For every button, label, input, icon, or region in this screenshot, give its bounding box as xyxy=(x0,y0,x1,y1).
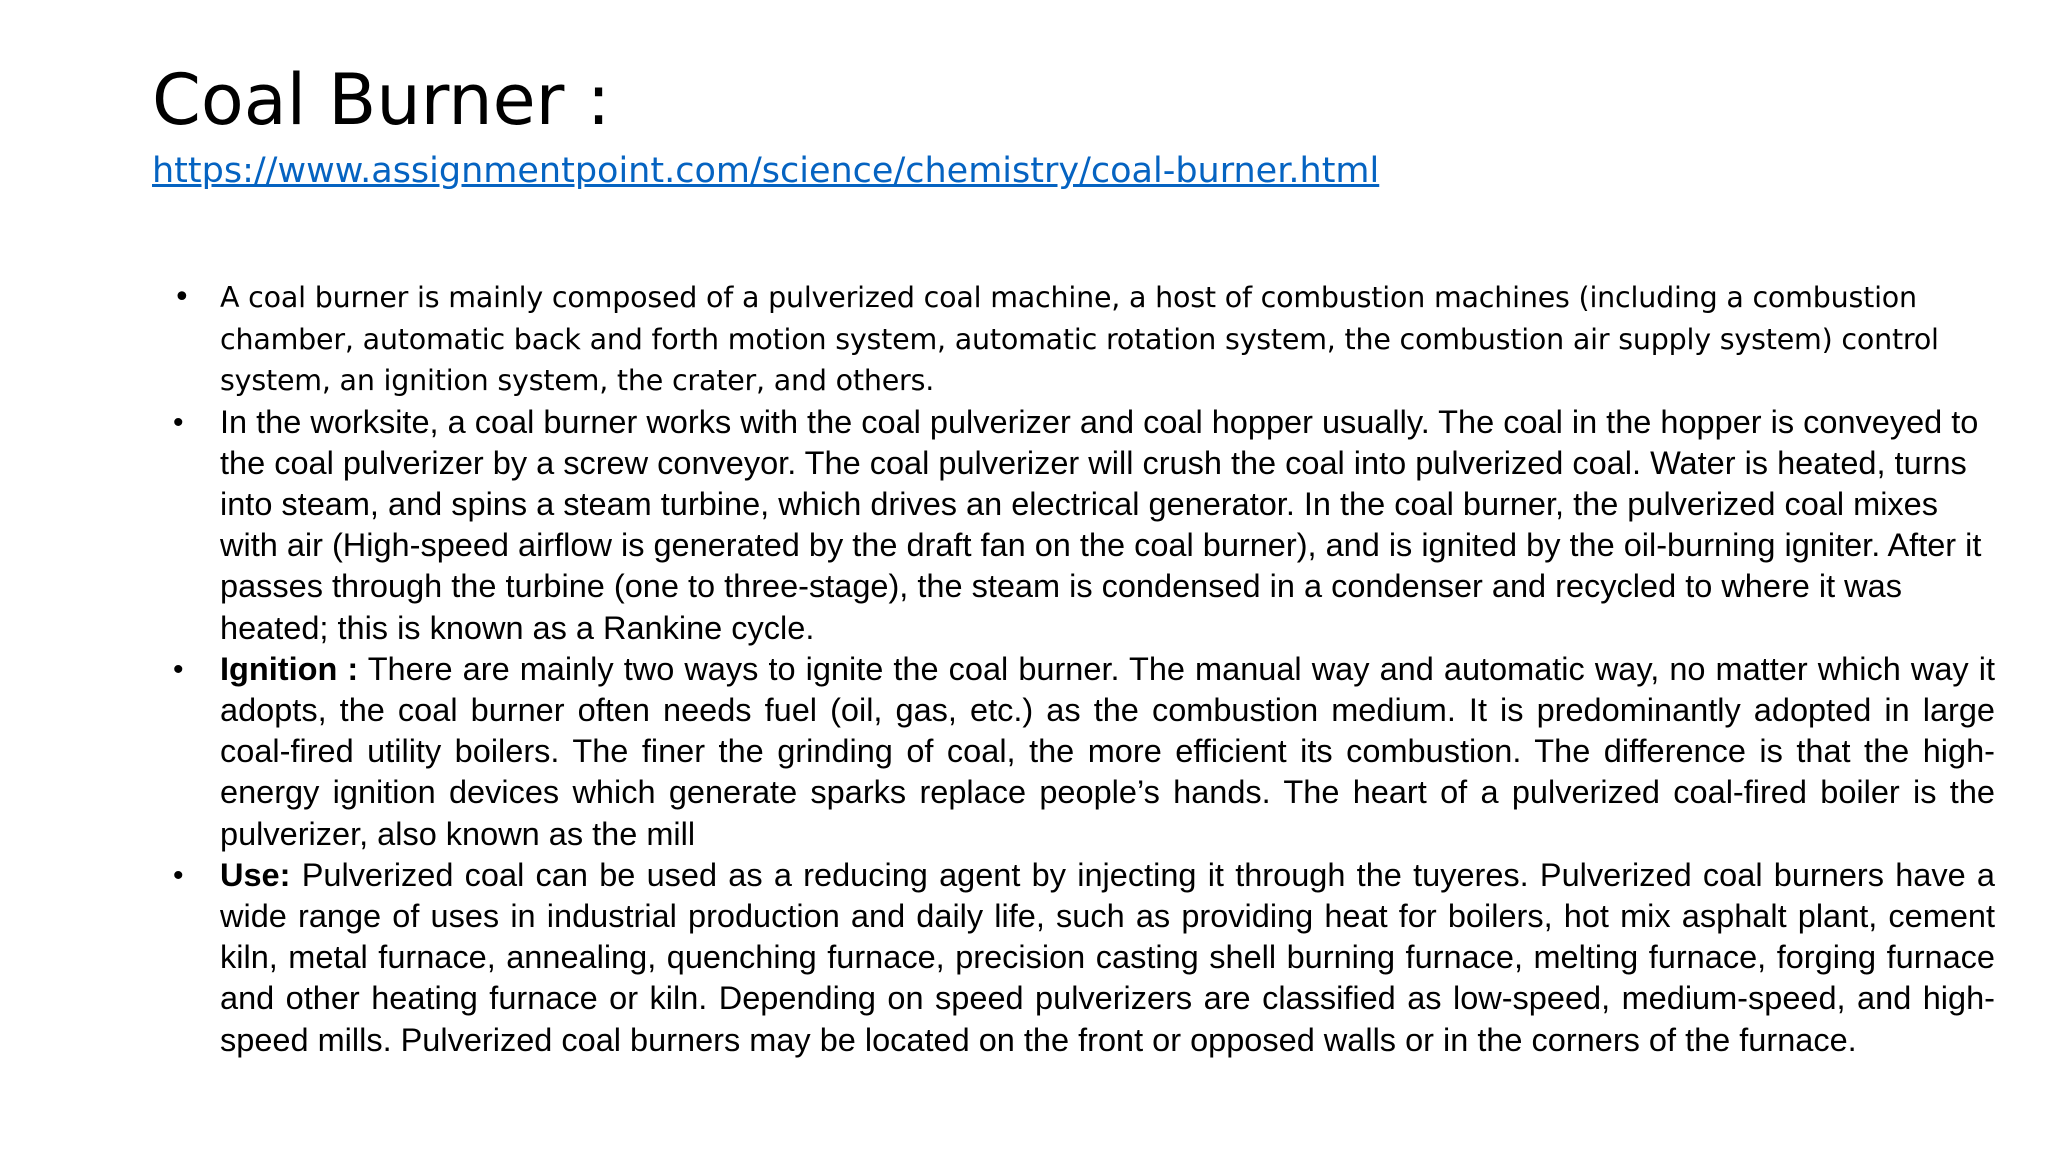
bullet-body xyxy=(220,855,1995,1061)
bullet-dot-icon: • xyxy=(173,280,191,315)
bullet-text: There are mainly two ways to ignite the coal burner. The manual way and automatic way, no matter which way it adopts, the coal burner often needs fuel (oil, gas, etc.) as the combustion medium. It is predominantly adopted in large coal-fired utility boilers. The finer the grinding of coal, the more efficient its combustion. The difference is that the high-energy ignition devices which generate sparks replace people’s hands. The heart of a pulverized coal-fired boiler is the pulverizer, also known as the mill xyxy=(220,650,1995,852)
bullet-text: In the worksite, a coal burner works with the coal pulverizer and coal hopper usually. The coal in the hopper is conveyed to the coal pulverizer by a screw conveyor. The coal pulverizer will crush the coal into pulverized coal. Water is heated, turns into steam, and spins a steam turbine, which drives an electrical generator. In the coal burner, the pulverized coal mixes with air (High-speed airflow is generated by the draft fan on the coal burner), and is ignited by the oil-burning igniter. After it passes through the turbine (one to three-stage), the steam is condensed in a condenser and recycled to where it was heated; this is known as a Rankine cycle. xyxy=(220,403,1982,646)
bullet-lead-label: Use: xyxy=(220,856,291,893)
bullet-item-use xyxy=(173,855,1996,1061)
bullet-dot-icon: • xyxy=(173,858,184,892)
bullet-item-composition xyxy=(173,277,1995,402)
bullet-item-worksite xyxy=(173,402,1995,649)
bullet-text: Pulverized coal can be used as a reducing agent by injecting it through the tuyeres. Pulverized coal burners have a wide range of uses in industrial production and daily life, such as providing heat for boilers, hot mix asphalt plant, cement kiln, metal furnace, annealing, quenching furnace, precision casting shell burning furnace, melting furnace, forging furnace and other heating furnace or kiln. Depending on speed pulverizers are classified as low-speed, medium-speed, and high-speed mills. Pulverized coal burners may be located on the front or opposed walls or in the corners of the furnace. xyxy=(220,856,1996,1058)
slide-title: Coal Burner : xyxy=(152,59,611,141)
bullet-dot-icon: • xyxy=(173,405,184,439)
bullet-text: A coal burner is mainly composed of a pulverized coal machine, a host of combustion machines (including a combustion chamber, automatic back and forth motion system, automatic rotation system, the combustion air supply system) control system, an ignition system, the crater, and others. xyxy=(220,281,1939,397)
bullet-lead-label: Ignition : xyxy=(220,650,359,687)
bullet-list xyxy=(173,277,1996,1061)
bullet-body xyxy=(220,649,1995,855)
bullet-dot-icon: • xyxy=(173,652,184,686)
bullet-item-ignition xyxy=(173,649,1995,855)
source-link[interactable]: https://www.assignmentpoint.com/science/chemistry/coal-burner.html xyxy=(152,151,1380,191)
